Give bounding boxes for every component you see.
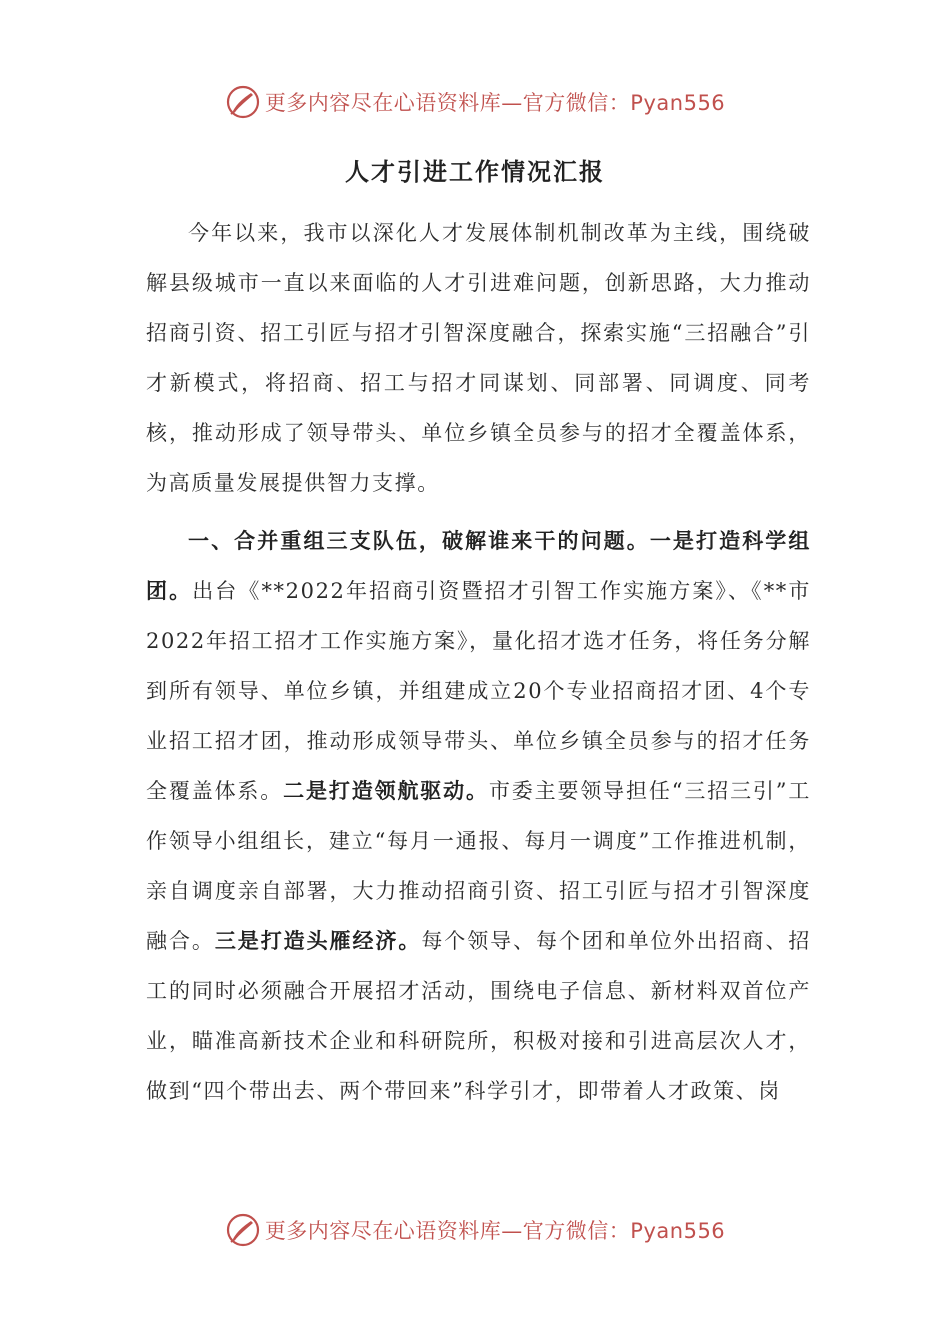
intro-paragraph: 今年以来，我市以深化人才发展体制机制改革为主线，围绕破解县级城市一直以来面临的人才引进难问题，创新思路，大力推动招商引资、招工引匠与招才引智深度融合，探索实施“三招融合”引才新模式，将招商、招工与招才同谋划、同部署、同调度、同考核，推动形成了领导带头、单位乡镇全员参与的招才全覆盖体系，为高质量发展提供智力支撑。: [146, 221, 811, 495]
pen-logo-icon: [225, 84, 261, 120]
footer-banner: [0, 1210, 950, 1250]
section1-heading: 一、合并重组三支队伍，破解谁来干的问题。: [188, 528, 650, 553]
point1-text: 出台《**2022年招商引资暨招才引智工作实施方案》、《**市2022年招工招才工作实施方案》，量化招才选才任务，将任务分解到所有领导、单位乡镇，并组建成立20个专业招商招才团、4个专业招工招才团，推动形成领导带头、单位乡镇全员参与的招才任务全覆盖体系。: [146, 579, 811, 803]
point2-label: 二是打造领航驱动。: [283, 778, 489, 803]
header-banner: [0, 82, 950, 122]
footer-banner-text: 更多内容尽在心语资料库—官方微信：Pyan556: [264, 1219, 726, 1243]
point3-label: 三是打造头雁经济。: [214, 928, 422, 953]
point3-text: 每个领导、每个团和单位外出招商、招工的同时必须融合开展招才活动，围绕电子信息、新材料双首位产业，瞄准高新技术企业和科研院所，积极对接和引进高层次人才，做到“四个带出去、两个带回来”科学引才，即带着人才政策、岗: [146, 929, 811, 1103]
point1-label: 一是打造科学组团。: [146, 528, 811, 603]
page-title: 人才引进工作情况汇报: [345, 157, 605, 186]
pen-logo-icon: [225, 1212, 261, 1248]
point2-text: 市委主要领导担任“三招三引”工作领导小组组长，建立“每月一通报、每月一调度”工作推进机制，亲自调度亲自部署，大力推动招商引资、招工引匠与招才引智深度融合。: [146, 779, 811, 953]
document-body: [146, 208, 811, 1116]
header-banner-text: 更多内容尽在心语资料库—官方微信：Pyan556: [264, 91, 726, 115]
section1-paragraph: [146, 516, 811, 1116]
